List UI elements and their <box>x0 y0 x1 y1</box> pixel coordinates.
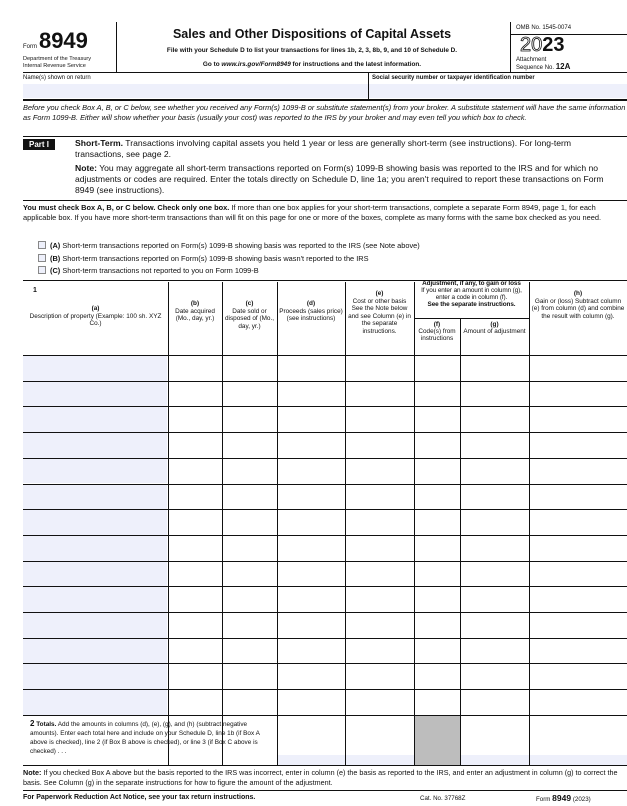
row-12-cell-e[interactable] <box>346 639 414 664</box>
row-10-cell-d[interactable] <box>278 587 345 612</box>
check-instructions: You must check Box A, B, or C below. Check only one box. If more than one box applies for your short-term transactions, complete a separate Form 8949, page 1, for each applicable box. If you have more short-term transactions than will fit on this page for one or more of the boxes, complete as many forms with the same box checked as you need. <box>23 203 601 222</box>
column-header-c: (c) Date sold or disposed of (Mo., day, yr.) <box>224 300 275 330</box>
row-6-cell-g[interactable] <box>461 485 529 510</box>
row-12-cell-h[interactable] <box>530 639 627 664</box>
row-14-cell-a[interactable] <box>23 690 167 715</box>
row-12-cell-c[interactable] <box>223 639 277 664</box>
row-9-cell-a[interactable] <box>23 562 167 587</box>
row-13-cell-h[interactable] <box>530 664 627 689</box>
row-8-cell-b[interactable] <box>169 536 222 561</box>
form-label: Form <box>23 44 37 50</box>
row-8-cell-d[interactable] <box>278 536 345 561</box>
row-13-cell-d[interactable] <box>278 664 345 689</box>
box-a[interactable]: (A) Short-term transactions reported on Form(s) 1099-B showing basis was reported to the IRS (see Note above) <box>38 240 420 253</box>
row-5-cell-d[interactable] <box>278 459 345 484</box>
row-1-cell-h[interactable] <box>530 356 627 381</box>
row-4-cell-a[interactable] <box>23 433 167 458</box>
row-5-cell-e[interactable] <box>346 459 414 484</box>
column-header-g: (g) Amount of adjustment <box>463 321 526 335</box>
omb-number: OMB No. 1545-0074 <box>516 25 572 31</box>
row-2-cell-c[interactable] <box>223 382 277 407</box>
row-7-cell-d[interactable] <box>278 510 345 535</box>
column-header-e: (e) Cost or other basis See the Note below and see Column (e) in the separate instructions. <box>348 290 411 335</box>
row-5-cell-g[interactable] <box>461 459 529 484</box>
irs: Internal Revenue Service <box>23 63 86 69</box>
row-11-cell-g[interactable] <box>461 613 529 638</box>
attachment-seq: Attachment Sequence No. 12A <box>516 57 571 71</box>
row-14-cell-b[interactable] <box>169 690 222 715</box>
row-6-cell-e[interactable] <box>346 485 414 510</box>
ssn-input[interactable] <box>369 84 627 98</box>
column-header-b: (b) Date acquired (Mo., day, yr.) <box>175 300 215 323</box>
row-10-cell-h[interactable] <box>530 587 627 612</box>
row-11-cell-a[interactable] <box>23 613 167 638</box>
row-9-cell-d[interactable] <box>278 562 345 587</box>
row-13-cell-c[interactable] <box>223 664 277 689</box>
tax-year: 2023 <box>520 34 565 56</box>
row-9-cell-c[interactable] <box>223 562 277 587</box>
row-8-cell-e[interactable] <box>346 536 414 561</box>
row-3-cell-f[interactable] <box>415 407 460 432</box>
row-7-cell-b[interactable] <box>169 510 222 535</box>
total-cell-f <box>415 716 460 765</box>
form-number <box>23 28 88 54</box>
row-7-cell-a[interactable] <box>23 510 167 535</box>
row-3-cell-g[interactable] <box>461 407 529 432</box>
row-1-cell-c[interactable] <box>223 356 277 381</box>
column-header-d: (d) Proceeds (sales price) (see instructions) <box>279 300 343 323</box>
row-5-cell-f[interactable] <box>415 459 460 484</box>
row-11-cell-d[interactable] <box>278 613 345 638</box>
row-9-cell-b[interactable] <box>169 562 222 587</box>
checkbox-a[interactable] <box>38 241 46 249</box>
row-10-cell-c[interactable] <box>223 587 277 612</box>
row-2-cell-g[interactable] <box>461 382 529 407</box>
row-3-cell-a[interactable] <box>23 407 167 432</box>
row-6-cell-h[interactable] <box>530 485 627 510</box>
row-5-cell-b[interactable] <box>169 459 222 484</box>
row-13-cell-f[interactable] <box>415 664 460 689</box>
total-cell-g[interactable] <box>461 716 529 765</box>
row-7-cell-e[interactable] <box>346 510 414 535</box>
row-7-cell-f[interactable] <box>415 510 460 535</box>
row-5-cell-c[interactable] <box>223 459 277 484</box>
row-4-cell-e[interactable] <box>346 433 414 458</box>
totals-label: 2 Totals. Add the amounts in columns (d), (e), (g), and (h) (subtract negative amounts). Enter each total here and include on your Schedule D, line 1b (if Box A above is checked), line 2 (if Box B above is checked), or line 3 (if Box C above is checked) . . . <box>30 719 260 755</box>
form-title: Sales and Other Dispositions of Capital Assets <box>172 27 452 41</box>
row-6-cell-a[interactable] <box>23 485 167 510</box>
row-8-cell-h[interactable] <box>530 536 627 561</box>
row-2-cell-e[interactable] <box>346 382 414 407</box>
row-12-cell-a[interactable] <box>23 639 167 664</box>
row-7-cell-g[interactable] <box>461 510 529 535</box>
row-6-cell-c[interactable] <box>223 485 277 510</box>
total-cell-d[interactable] <box>278 716 345 765</box>
row-10-cell-g[interactable] <box>461 587 529 612</box>
row-10-cell-b[interactable] <box>169 587 222 612</box>
row-1-cell-g[interactable] <box>461 356 529 381</box>
row-6-cell-f[interactable] <box>415 485 460 510</box>
box-b[interactable]: (B) Short-term transactions reported on Form(s) 1099-B showing basis wasn't reported to the IRS <box>38 253 420 266</box>
part1-text: Short-Term. Transactions involving capital assets you held 1 year or less are generally short-term (see instructions). For long-term transactions, see page 2. <box>75 138 572 159</box>
dept: Department of the Treasury <box>23 56 92 62</box>
row-2-cell-h[interactable] <box>530 382 627 407</box>
row-14-cell-d[interactable] <box>278 690 345 715</box>
row-13-cell-a[interactable] <box>23 664 167 689</box>
row-12-cell-b[interactable] <box>169 639 222 664</box>
row-4-cell-h[interactable] <box>530 433 627 458</box>
row-10-cell-a[interactable] <box>23 587 167 612</box>
row-3-cell-b[interactable] <box>169 407 222 432</box>
total-cell-h[interactable] <box>530 716 627 765</box>
row-11-cell-b[interactable] <box>169 613 222 638</box>
name-label: Name(s) shown on return <box>23 75 91 81</box>
row-1-cell-d[interactable] <box>278 356 345 381</box>
row-7-cell-c[interactable] <box>223 510 277 535</box>
row-11-cell-h[interactable] <box>530 613 627 638</box>
row-4-cell-b[interactable] <box>169 433 222 458</box>
row-10-cell-e[interactable] <box>346 587 414 612</box>
line-1-label: 1 <box>33 287 37 294</box>
bottom-note: Note: If you checked Box A above but the basis reported to the IRS was incorrect, enter in column (e) the basis as reported to the IRS, and enter an adjustment in column (g) to correct the basis. See Column (g) in the separate instructions for how to figure the amount of the adjustment. <box>23 768 618 787</box>
row-4-cell-f[interactable] <box>415 433 460 458</box>
checkbox-c[interactable] <box>38 266 46 274</box>
row-11-cell-e[interactable] <box>346 613 414 638</box>
row-2-cell-d[interactable] <box>278 382 345 407</box>
row-8-cell-c[interactable] <box>223 536 277 561</box>
row-4-cell-d[interactable] <box>278 433 345 458</box>
row-3-cell-d[interactable] <box>278 407 345 432</box>
footer-notice: For Paperwork Reduction Act Notice, see your tax return instructions. <box>23 794 256 801</box>
row-3-cell-c[interactable] <box>223 407 277 432</box>
subtitle-1: File with your Schedule D to list your transactions for lines 1b, 2, 3, 8b, 9, and 10 of Schedule D. <box>166 47 458 54</box>
row-9-cell-g[interactable] <box>461 562 529 587</box>
row-1-cell-e[interactable] <box>346 356 414 381</box>
part-badge: Part I <box>23 139 55 150</box>
column-header-a: (a) Description of property (Example: 100 sh. XYZ Co.) <box>29 305 162 328</box>
box-c[interactable]: (C) Short-term transactions not reported to you on Form 1099-B <box>38 265 420 278</box>
ssn-label: Social security number or taxpayer identification number <box>372 75 535 81</box>
irs-link[interactable]: www.irs.gov/Form8949 <box>221 61 291 68</box>
row-1-cell-a[interactable] <box>23 356 167 381</box>
intro-text: Before you check Box A, B, or C below, see whether you received any Form(s) 1099-B or substitute statement(s) from your broker. A substitute statement will have the same information as Form 1099-B. Either will show whether your basis (usually your cost) was reported to the IRS by your broker and may even tell you which box to check. <box>23 103 626 122</box>
footer-form: Form 8949 (2023) <box>536 793 591 803</box>
row-8-cell-a[interactable] <box>23 536 167 561</box>
subtitle-2: Go to www.irs.gov/Form8949 for instructions and the latest information. <box>202 61 422 68</box>
name-input[interactable] <box>23 84 368 98</box>
row-5-cell-a[interactable] <box>23 459 167 484</box>
row-3-cell-h[interactable] <box>530 407 627 432</box>
row-10-cell-f[interactable] <box>415 587 460 612</box>
row-12-cell-d[interactable] <box>278 639 345 664</box>
row-9-cell-f[interactable] <box>415 562 460 587</box>
row-13-cell-e[interactable] <box>346 664 414 689</box>
row-11-cell-f[interactable] <box>415 613 460 638</box>
row-14-cell-c[interactable] <box>223 690 277 715</box>
total-cell-e[interactable] <box>346 716 414 765</box>
checkbox-b[interactable] <box>38 254 46 262</box>
row-8-cell-g[interactable] <box>461 536 529 561</box>
row-12-cell-g[interactable] <box>461 639 529 664</box>
catalog-number: Cat. No. 37768Z <box>420 795 466 802</box>
row-8-cell-f[interactable] <box>415 536 460 561</box>
part1-note: Note: You may aggregate all short-term transactions reported on Form(s) 1099-B showing basis was reported to the IRS and for which no adjustments or codes are required. Enter the totals directly on Schedule D, line 1a; you aren't required to report these transactions on Form 8949 (see instructions). <box>75 163 604 195</box>
row-11-cell-c[interactable] <box>223 613 277 638</box>
row-2-cell-f[interactable] <box>415 382 460 407</box>
column-header-f: (f) Code(s) from instructions <box>418 321 456 342</box>
row-6-cell-b[interactable] <box>169 485 222 510</box>
row-2-cell-b[interactable] <box>169 382 222 407</box>
row-6-cell-d[interactable] <box>278 485 345 510</box>
row-9-cell-e[interactable] <box>346 562 414 587</box>
row-3-cell-e[interactable] <box>346 407 414 432</box>
row-13-cell-b[interactable] <box>169 664 222 689</box>
row-14-cell-e[interactable] <box>346 690 414 715</box>
row-14-cell-f[interactable] <box>415 690 460 715</box>
adjustment-header: Adjustment, if any, to gain or loss If you enter an amount in column (g), enter a code in column (f). See the separate instructions. <box>421 280 522 308</box>
row-12-cell-f[interactable] <box>415 639 460 664</box>
row-13-cell-g[interactable] <box>461 664 529 689</box>
row-5-cell-h[interactable] <box>530 459 627 484</box>
row-14-cell-h[interactable] <box>530 690 627 715</box>
row-2-cell-a[interactable] <box>23 382 167 407</box>
row-9-cell-h[interactable] <box>530 562 627 587</box>
row-4-cell-c[interactable] <box>223 433 277 458</box>
agency <box>23 56 91 70</box>
row-7-cell-h[interactable] <box>530 510 627 535</box>
box-options <box>38 240 420 278</box>
form-number-value: 8949 <box>38 28 88 53</box>
row-1-cell-b[interactable] <box>169 356 222 381</box>
column-header-h: (h) Gain or (loss) Subtract column (e) from column (d) and combine the result with column (g). <box>531 290 625 320</box>
row-14-cell-g[interactable] <box>461 690 529 715</box>
row-4-cell-g[interactable] <box>461 433 529 458</box>
row-1-cell-f[interactable] <box>415 356 460 381</box>
